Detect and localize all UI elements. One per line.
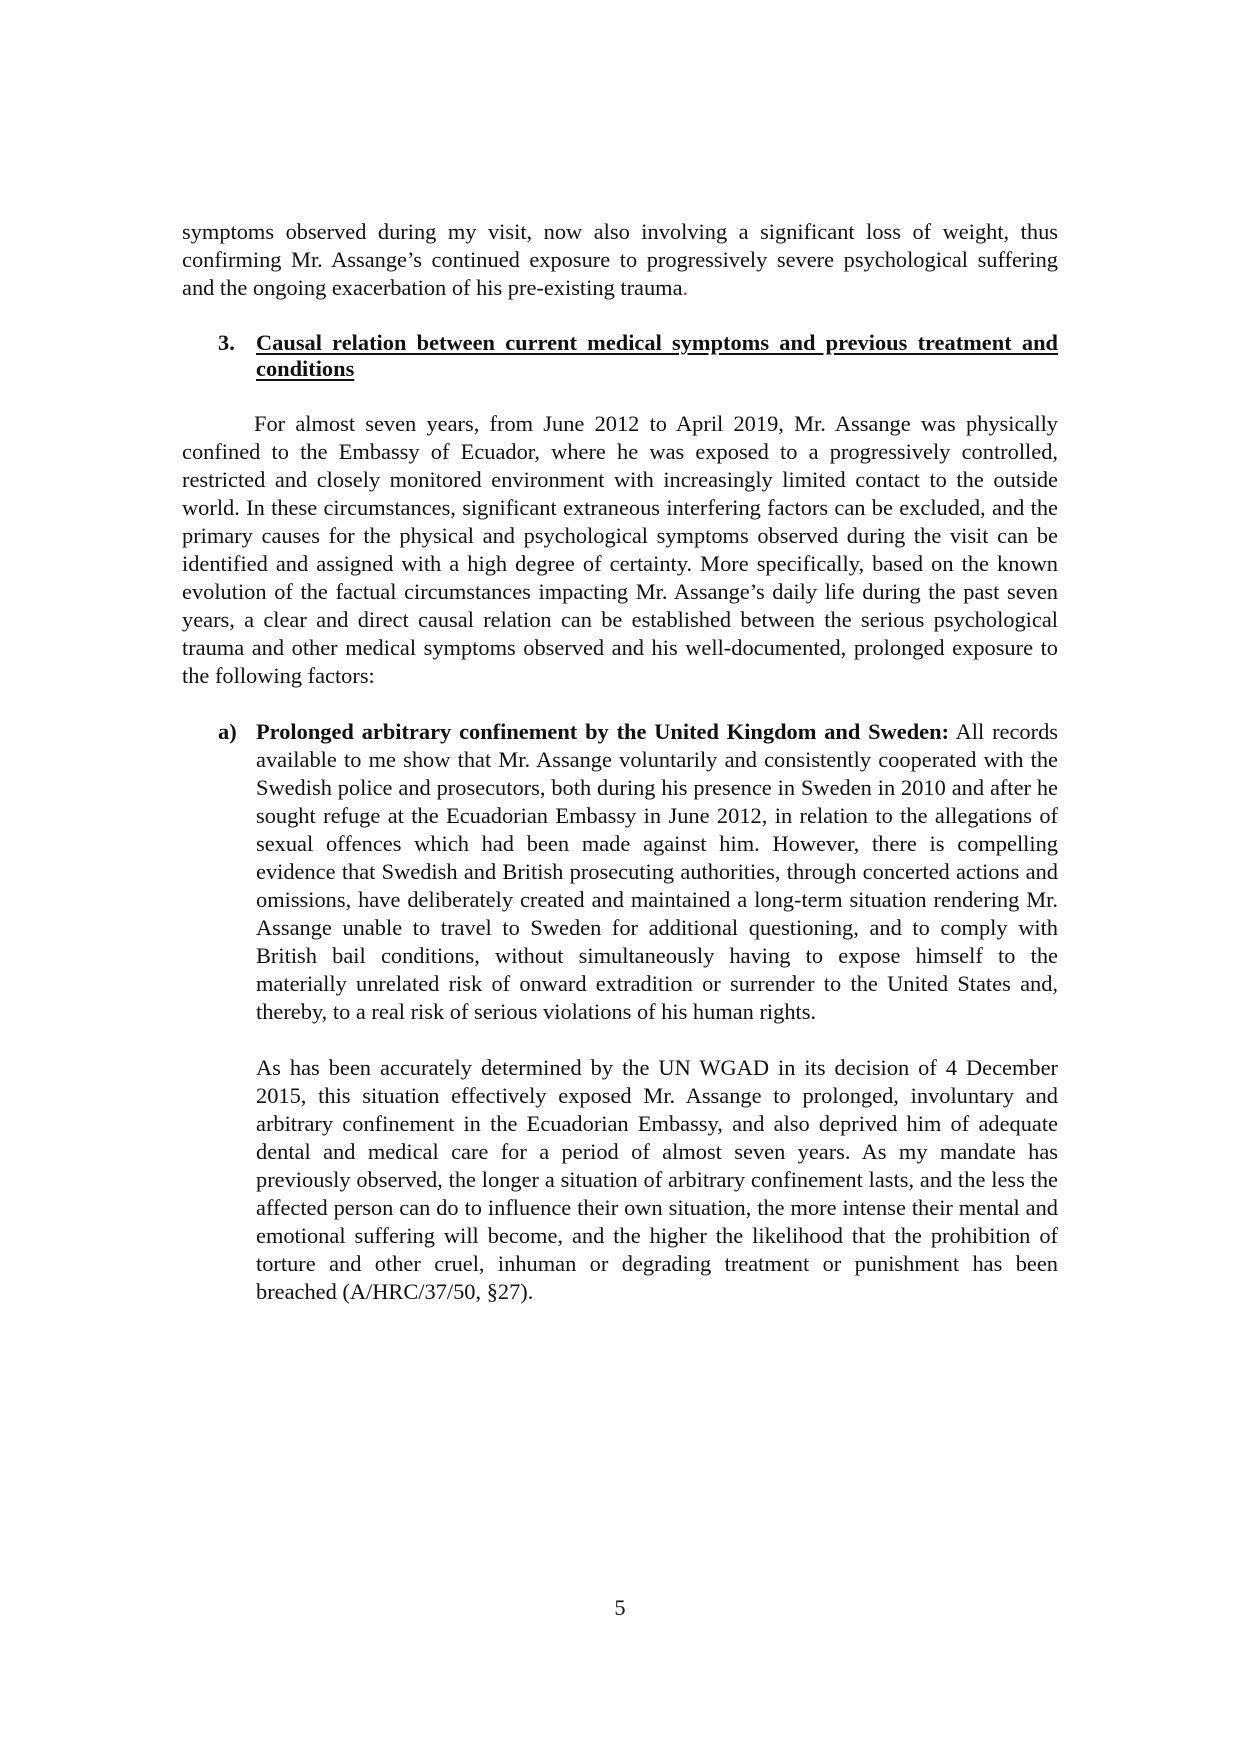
section-number: 3. xyxy=(218,330,235,355)
page-content xyxy=(182,218,1058,1306)
continued-paragraph-text: symptoms observed during my visit, now also involving a significant loss of weight, thus confirming Mr. Assange’s continued exposure to progressively severe psychological suffering and the ongoing exacerbation of his pre-existing trauma xyxy=(182,219,1058,300)
section-intro-paragraph: For almost seven years, from June 2012 to April 2019, Mr. Assange was physically confined to the Embassy of Ecuador, where he was exposed to a progressively controlled, restricted and closely monitored environment with increasingly limited contact to the outside world. In these circumstances, significant extraneous interfering factors can be excluded, and the primary causes for the physical and psychological symptoms observed during the visit can be identified and assigned with a high degree of certainty. More specifically, based on the known evolution of the factual circumstances impacting Mr. Assange’s daily life during the past seven years, a clear and direct causal relation can be established between the serious psychological trauma and other medical symptoms observed and his well-documented, prolonged exposure to the following factors: xyxy=(182,411,1058,688)
section-heading xyxy=(182,330,1058,382)
list-item-first-paragraph xyxy=(256,718,1058,1026)
list-item-a xyxy=(182,718,1058,1306)
list-item-second-paragraph: As has been accurately determined by the UN WGAD in its decision of 4 December 2015, this situation effectively exposed Mr. Assange to prolonged, involuntary and arbitrary confinement in the Ecuadorian Embassy, and also deprived him of adequate dental and medical care for a period of almost seven years. As my mandate has previously observed, the longer a situation of arbitrary confinement lasts, and the less the affected person can do to influence their own situation, the more intense their mental and emotional suffering will become, and the higher the likelihood that the prohibition of torture and other cruel, inhuman or degrading treatment or punishment has been breached (A/HRC/37/50, §27). xyxy=(256,1055,1058,1304)
section-title: Causal relation between current medical symptoms and previous treatment and conditions xyxy=(256,330,1058,381)
list-item-text: All records available to me show that Mr. Assange voluntarily and consistently cooperated with the Swedish police and prosecutors, both during his presence in Sweden in 2010 and after he sought refuge at the Ecuadorian Embassy in June 2012, in relation to the allegations of sexual offences which had been made against him. However, there is compelling evidence that Swedish and British prosecuting authorities, through concerted actions and omissions, have deliberately created and maintained a long-term situation rendering Mr. Assange unable to travel to Sweden for additional questioning, and to comply with British bail conditions, without simultaneously having to expose himself to the materially unrelated risk of onward extradition or surrender to the United States and, thereby, to a real risk of serious violations of his human rights. xyxy=(256,719,1058,1024)
list-item-marker: a) xyxy=(218,719,237,744)
page-number: 5 xyxy=(614,1595,626,1620)
list-item-lead: Prolonged arbitrary confinement by the United Kingdom and Sweden: xyxy=(256,719,950,744)
continued-paragraph xyxy=(182,218,1058,302)
continued-paragraph-period: . xyxy=(682,275,689,300)
